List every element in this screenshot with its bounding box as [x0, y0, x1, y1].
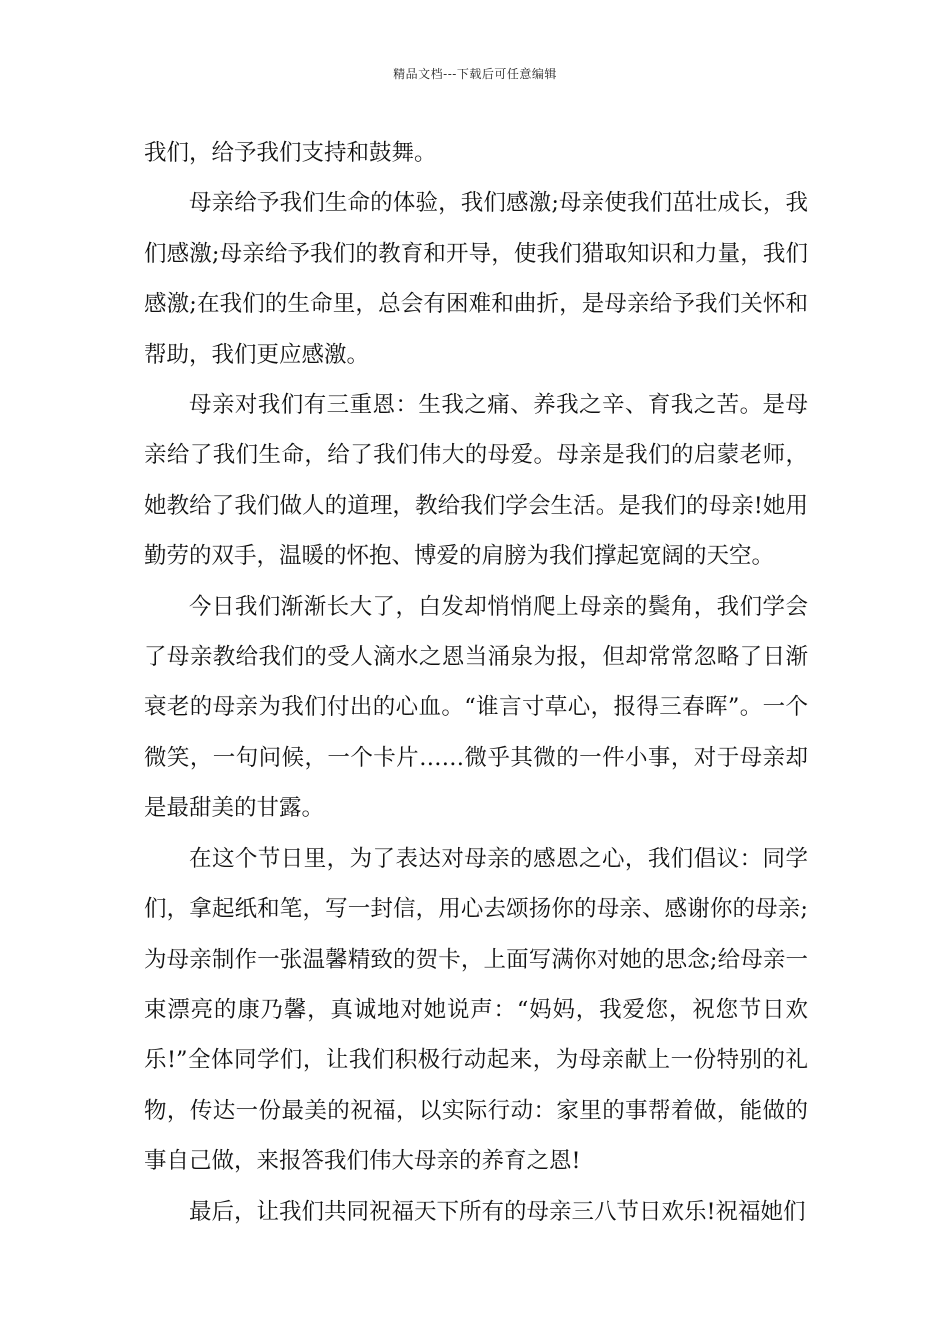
paragraph: 今日我们渐渐长大了，白发却悄悄爬上母亲的鬓角，我们学会了母亲教给我们的受人滴水之恩当涌泉为报，但却常常忽略了日渐衰老的母亲为我们付出的心血。“谁言寸草心，报得三春晖”。一个微笑，一句问候，一个卡片……微乎其微的一件小事，对于母亲却是最甜美的甘露。 — [144, 593, 808, 822]
paragraph: 母亲给予我们生命的体验，我们感激;母亲使我们茁壮成长，我们感激;母亲给予我们的教育和开导，使我们猎取知识和力量，我们感激;在我们的生命里，总会有困难和曲折，是母亲给予我们关怀和帮助，我们更应感激。 — [144, 190, 808, 368]
paragraph: 在这个节日里，为了表达对母亲的感恩之心，我们倡议：同学们，拿起纸和笔，写一封信，用心去颂扬你的母亲、感谢你的母亲;为母亲制作一张温馨精致的贺卡，上面写满你对她的思念;给母亲一束漂亮的康乃馨，真诚地对她说声：“妈妈，我爱您，祝您节日欢乐!”全体同学们，让我们积极行动起来，为母亲献上一份特别的礼物，传达一份最美的祝福，以实际行动：家里的事帮着做，能做的事自己做，来报答我们伟大母亲的养育之恩! — [144, 845, 808, 1175]
page-header: 精品文档---下载后可任意编辑 — [393, 67, 557, 81]
paragraph-continuation: 我们，给予我们支持和鼓舞。 — [144, 140, 437, 166]
paragraph: 母亲对我们有三重恩：生我之痛、养我之辛、育我之苦。是母亲给了我们生命，给了我们伟大的母爱。母亲是我们的启蒙老师，她教给了我们做人的道理，教给我们学会生活。是我们的母亲!她用勤劳的双手，温暖的怀抱、博爱的肩膀为我们撑起宽阔的天空。 — [144, 392, 808, 570]
document-body — [144, 128, 808, 1237]
paragraph: 最后，让我们共同祝福天下所有的母亲三八节日欢乐!祝福她们 — [189, 1198, 806, 1225]
